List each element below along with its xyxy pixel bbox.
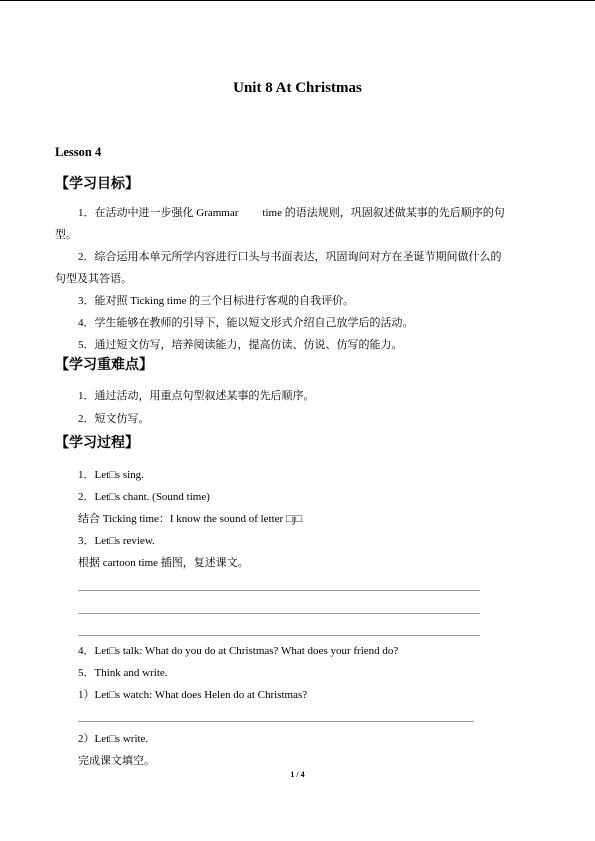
objective-5: 5．通过短文仿写，培养阅读能力，提高仿读、仿说、仿写的能力。 — [78, 339, 403, 351]
objective-2: 2．综合运用本单元所学内容进行口头与书面表达，巩固询问对方在圣诞节期间做什么的 — [78, 251, 502, 263]
answer-line-1[interactable] — [78, 590, 480, 591]
process-sub-step-1: 1）Let□s watch: What does Helen do at Christmas? — [78, 689, 308, 701]
key-point-1: 1．通过活动，用重点句型叙述某事的先后顺序。 — [78, 390, 315, 402]
objective-1-part-b: time 的语法规则，巩固叙述做某事的先后顺序的句 — [262, 207, 505, 219]
answer-line-3[interactable] — [78, 635, 480, 636]
process-sub-step-2-note: 完成课文填空。 — [78, 755, 155, 767]
objective-3: 3．能对照 Ticking time 的三个目标进行客观的自我评价。 — [78, 295, 355, 307]
process-step-2-note: 结合 Ticking time：I know the sound of letter □j□ — [78, 513, 303, 525]
answer-line-2[interactable] — [78, 613, 480, 614]
objective-4: 4．学生能够在教师的引导下，能以短文形式介绍自己放学后的活动。 — [78, 317, 414, 329]
process-step-3-note: 根据 cartoon time 插图，复述课文。 — [78, 557, 249, 569]
process-step-2: 2．Let□s chant. (Sound time) — [78, 491, 210, 503]
process-step-1: 1．Let□s sing. — [78, 469, 144, 481]
section-process: 【学习过程】 — [55, 436, 139, 451]
key-point-2: 2．短文仿写。 — [78, 413, 150, 425]
page-number: 1 / 4 — [290, 770, 305, 779]
section-objectives: 【学习目标】 — [55, 177, 139, 192]
process-sub-step-2: 2）Let□s write. — [78, 733, 149, 745]
objective-1-continued: 型。 — [55, 229, 77, 241]
objective-2-continued: 句型及其答语。 — [55, 273, 132, 285]
header-rule — [0, 0, 595, 1]
section-key-points: 【学习重难点】 — [55, 358, 153, 373]
objective-1-part-a: 1．在活动中进一步强化 Grammar — [78, 207, 239, 219]
process-step-3: 3．Let□s review. — [78, 535, 155, 547]
process-step-4: 4．Let□s talk: What do you do at Christmas? What does your friend do? — [78, 645, 399, 657]
page-title: Unit 8 At Christmas — [233, 80, 362, 96]
process-step-5: 5．Think and write. — [78, 667, 168, 679]
lesson-heading: Lesson 4 — [55, 145, 102, 159]
objective-1 — [78, 207, 505, 220]
answer-line-4[interactable] — [78, 721, 474, 722]
